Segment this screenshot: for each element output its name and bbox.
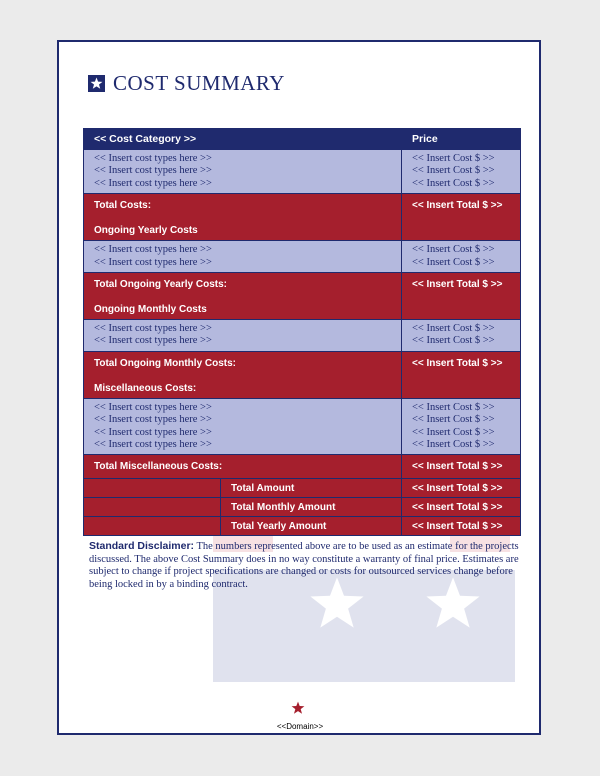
section-total-cell <box>84 455 402 479</box>
cost-items-row <box>84 398 521 455</box>
cost-items-row <box>84 320 521 352</box>
section-total-row <box>84 273 521 320</box>
grand-total-spacer <box>84 479 221 498</box>
disclaimer-text: The numbers represented above are to be used as an estimate for the projects discussed. The above Cost Summary does in no way constitute a warranty of final price. Estimates are subject to change if project specifications are changed or costs for outsourced services change before being locked in by a binding contract. <box>89 541 519 590</box>
grand-total-value: << Insert Total $ >> <box>402 479 521 498</box>
grand-total-row <box>84 498 521 517</box>
section-total-value-cell <box>402 351 521 398</box>
cost-type-cell <box>84 241 402 273</box>
section-total-cell <box>84 273 402 320</box>
grand-total-spacer <box>84 498 221 517</box>
cost-price-line: << Insert Cost $ >> <box>412 414 495 426</box>
grand-total-value: << Insert Total $ >> <box>402 517 521 536</box>
section-total-cell <box>84 351 402 398</box>
cost-items-row <box>84 241 521 273</box>
next-section-heading: Miscellaneous Costs: <box>94 382 197 394</box>
cost-price-line: << Insert Cost $ >> <box>412 439 495 451</box>
section-total-label: Total Ongoing Monthly Costs: <box>94 357 237 369</box>
section-total-row <box>84 455 521 479</box>
cost-type-line: << Insert cost types here >> <box>94 177 212 189</box>
grand-total-row <box>84 479 521 498</box>
page-title: COST SUMMARY <box>113 70 285 95</box>
cost-price-line: << Insert Cost $ >> <box>412 401 495 413</box>
cost-price-line: << Insert Cost $ >> <box>412 153 495 164</box>
cost-type-line: << Insert cost types here >> <box>94 256 212 268</box>
cost-type-line: << Insert cost types here >> <box>94 165 212 177</box>
grand-total-label: Total Amount <box>221 479 402 498</box>
cost-type-cell <box>84 398 402 455</box>
cost-price-cell <box>402 398 521 455</box>
cost-price-cell <box>402 150 521 194</box>
cost-table <box>83 128 521 536</box>
footer-star-icon <box>291 701 305 715</box>
next-section-heading: Ongoing Yearly Costs <box>94 225 198 237</box>
grand-total-label: Total Yearly Amount <box>221 517 402 536</box>
table-header-row <box>84 129 521 150</box>
header-cost-category: << Cost Category >> <box>84 129 402 150</box>
section-total-value: << Insert Total $ >> <box>412 200 503 212</box>
page-heading <box>88 68 285 98</box>
section-total-label: Total Miscellaneous Costs: <box>94 461 223 473</box>
disclaimer-label: Standard Disclaimer: <box>89 540 195 552</box>
grand-total-row <box>84 517 521 536</box>
cost-price-line: << Insert Cost $ >> <box>412 323 495 335</box>
cost-price-line: << Insert Cost $ >> <box>412 244 495 256</box>
footer-domain: <<Domain>> <box>276 722 324 731</box>
cost-type-cell <box>84 320 402 352</box>
grand-total-spacer <box>84 517 221 536</box>
cost-type-line: << Insert cost types here >> <box>94 335 212 347</box>
cost-price-line: << Insert Cost $ >> <box>412 426 495 438</box>
section-total-row <box>84 351 521 398</box>
cost-type-line: << Insert cost types here >> <box>94 426 212 438</box>
cost-price-cell <box>402 241 521 273</box>
header-price: Price <box>402 129 521 150</box>
heading-star-badge <box>88 75 105 92</box>
section-total-value-cell <box>402 194 521 241</box>
cost-type-line: << Insert cost types here >> <box>94 414 212 426</box>
section-total-value: << Insert Total $ >> <box>412 279 503 291</box>
cost-type-line: << Insert cost types here >> <box>94 153 212 164</box>
section-total-value: << Insert Total $ >> <box>412 461 503 473</box>
cost-type-line: << Insert cost types here >> <box>94 439 212 451</box>
section-total-label: Total Costs: <box>94 200 152 212</box>
disclaimer <box>89 540 521 591</box>
section-total-value-cell <box>402 273 521 320</box>
cost-type-cell <box>84 150 402 194</box>
section-total-value-cell <box>402 455 521 479</box>
cost-type-line: << Insert cost types here >> <box>94 323 212 335</box>
cost-type-line: << Insert cost types here >> <box>94 244 212 256</box>
star-icon <box>90 77 103 90</box>
cost-price-line: << Insert Cost $ >> <box>412 177 495 189</box>
cost-price-line: << Insert Cost $ >> <box>412 256 495 268</box>
section-total-label: Total Ongoing Yearly Costs: <box>94 279 227 291</box>
cost-price-line: << Insert Cost $ >> <box>412 165 495 177</box>
cost-price-cell <box>402 320 521 352</box>
cost-type-line: << Insert cost types here >> <box>94 401 212 413</box>
cost-items-row <box>84 150 521 194</box>
cost-price-line: << Insert Cost $ >> <box>412 335 495 347</box>
section-total-value: << Insert Total $ >> <box>412 357 503 369</box>
grand-total-value: << Insert Total $ >> <box>402 498 521 517</box>
section-total-cell <box>84 194 402 241</box>
grand-total-label: Total Monthly Amount <box>221 498 402 517</box>
section-total-row <box>84 194 521 241</box>
next-section-heading: Ongoing Monthly Costs <box>94 304 207 316</box>
